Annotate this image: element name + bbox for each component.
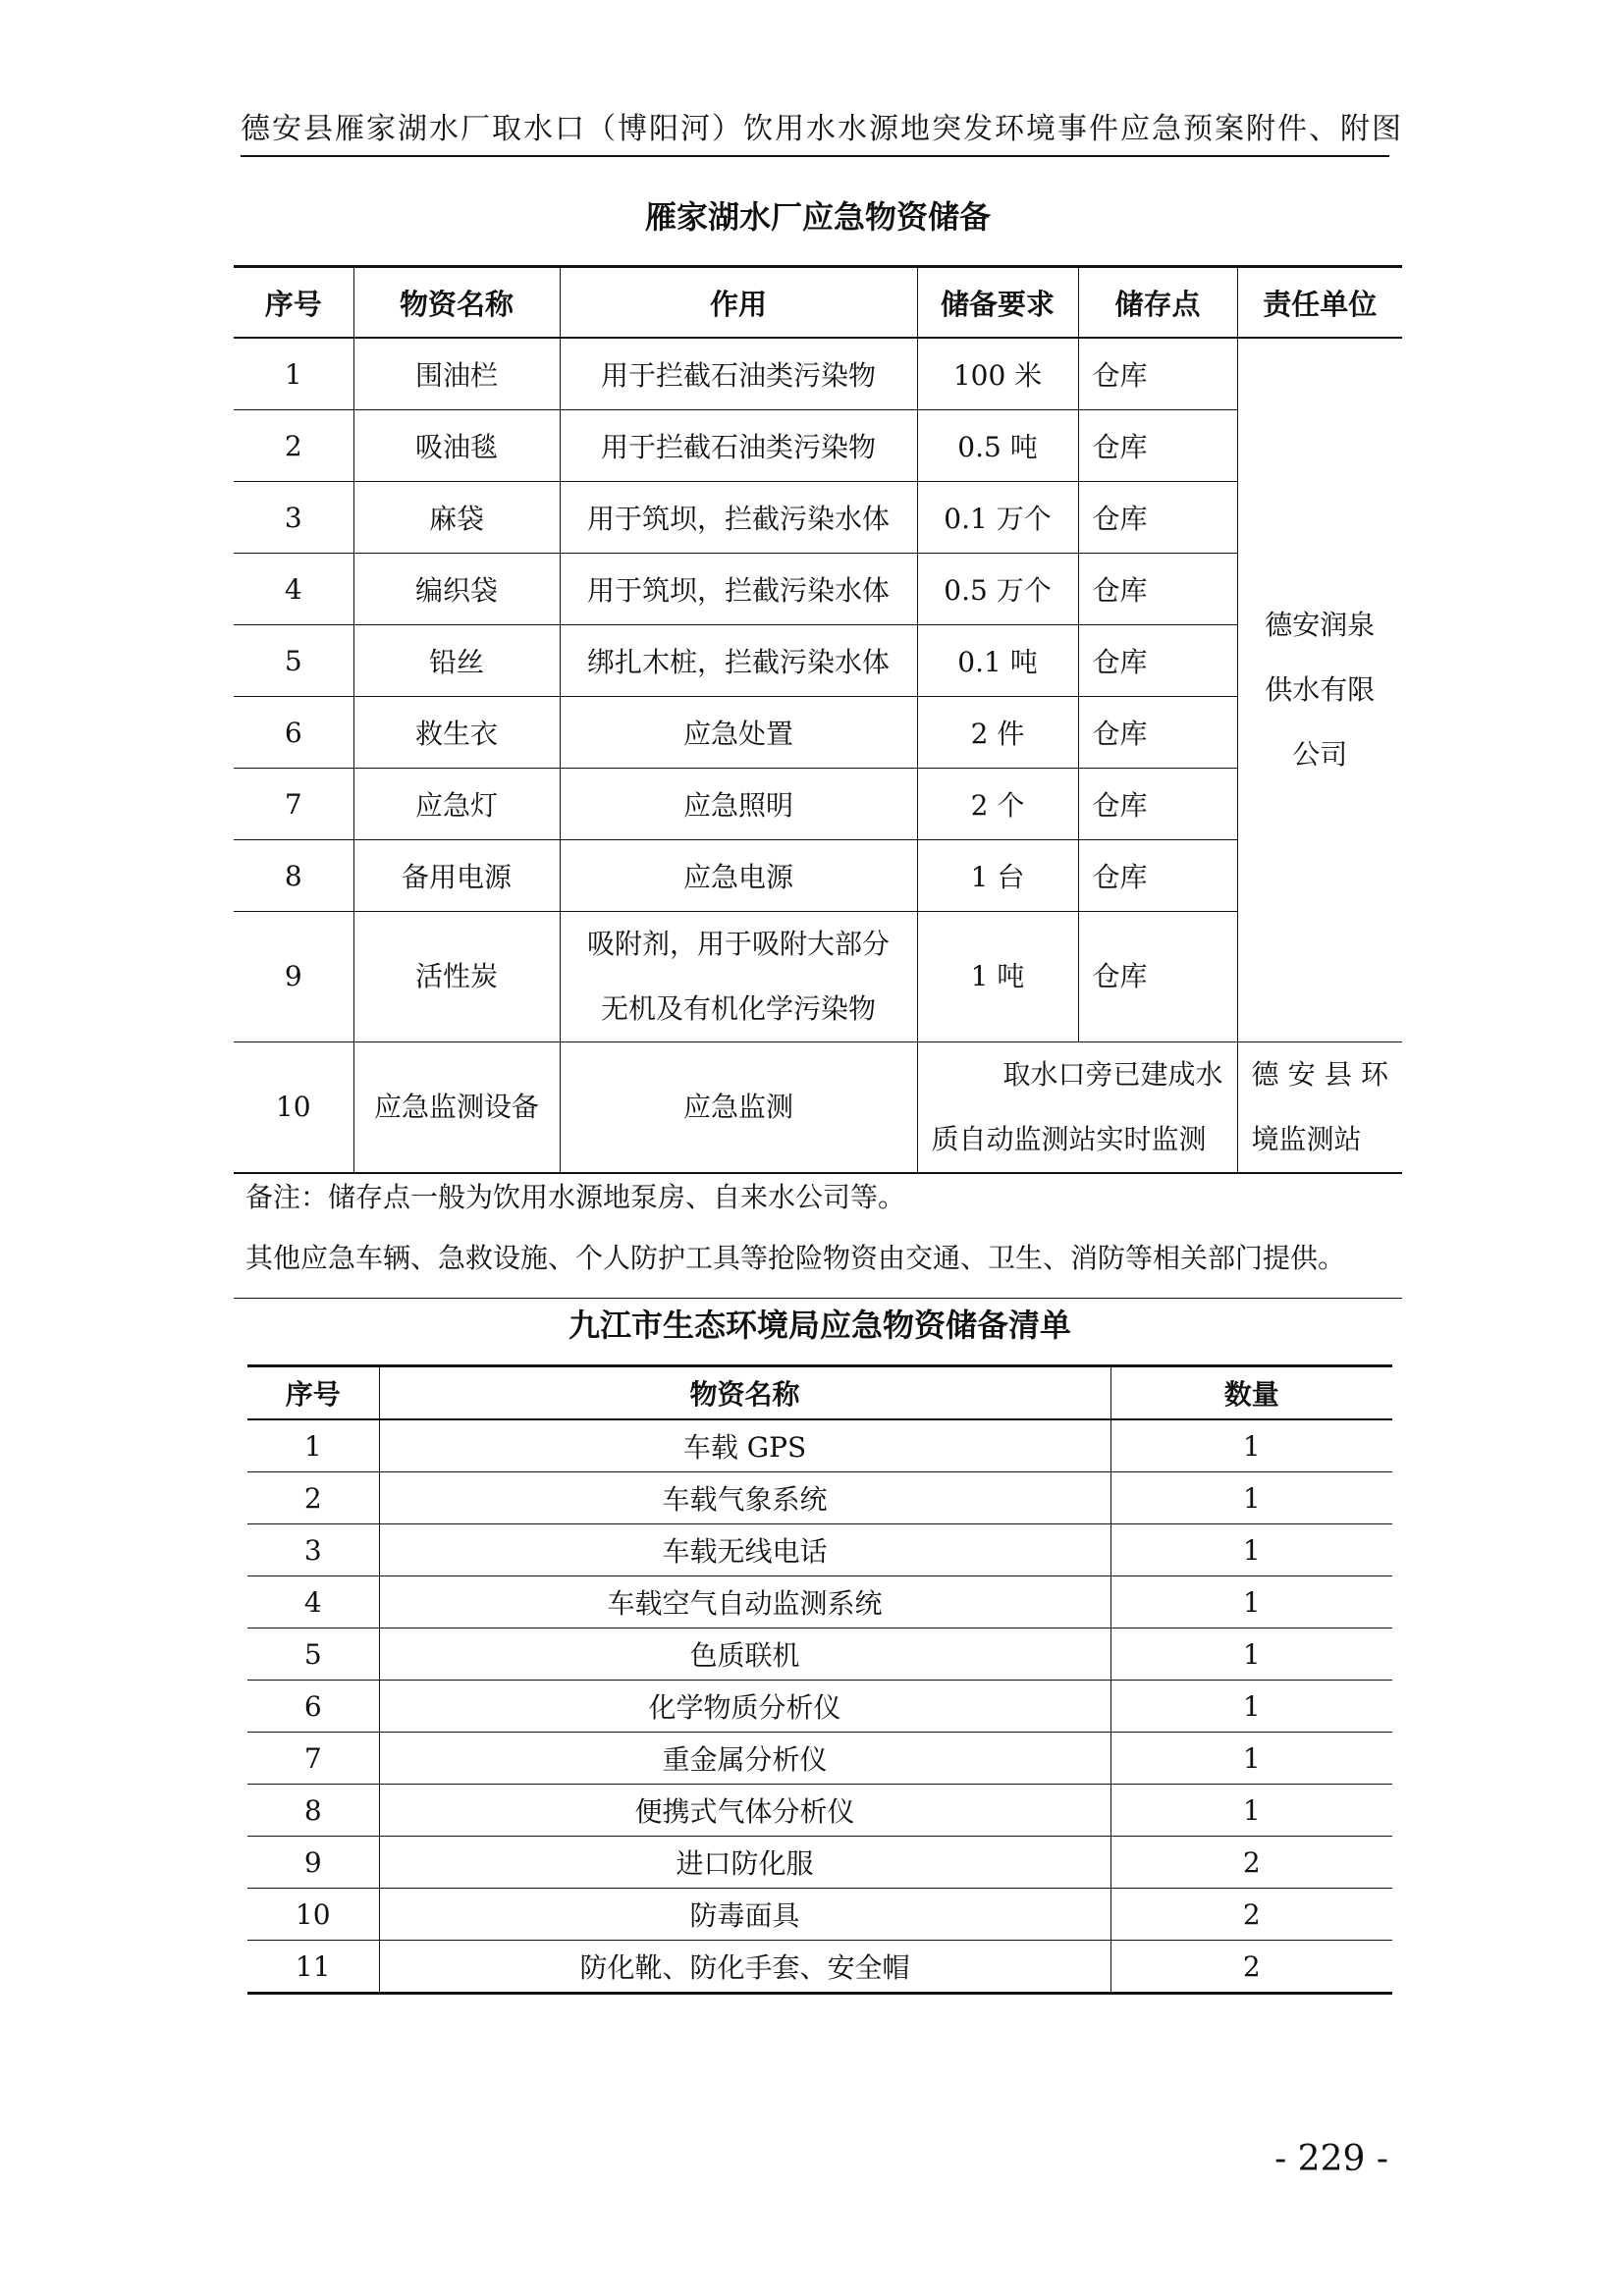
- cell-storage: 仓库: [1078, 625, 1237, 697]
- cell-no: 4: [234, 554, 353, 625]
- cell-quantity: 1: [1110, 1472, 1392, 1524]
- cell-no: 8: [247, 1785, 379, 1837]
- col-header-no: 序号: [234, 267, 353, 339]
- cell-use: 绑扎木桩，拦截污染水体: [560, 625, 917, 697]
- emergency-supplies-table: [234, 265, 1402, 1174]
- cell-requirement: 1 吨: [917, 912, 1078, 1042]
- cell-name: 救生衣: [353, 697, 560, 769]
- table1-title: 雁家湖水厂应急物资储备: [644, 198, 991, 236]
- cell-storage: 仓库: [1078, 840, 1237, 912]
- table-row: [234, 840, 1402, 912]
- cell-monitoring-note: [917, 1042, 1237, 1174]
- table-row: [247, 1576, 1392, 1629]
- cell-name: 编织袋: [353, 554, 560, 625]
- table-row: [247, 1889, 1392, 1941]
- cell-no: 5: [234, 625, 353, 697]
- note-storage: 备注：储存点一般为饮用水源地泵房、自来水公司等。: [245, 1181, 906, 1213]
- cell-name: 吸油毯: [353, 410, 560, 482]
- cell-quantity: 2: [1110, 1889, 1392, 1941]
- bureau-supplies-table: [247, 1364, 1392, 1995]
- cell-name: 防化靴、防化手套、安全帽: [379, 1941, 1110, 1994]
- cell-quantity: 1: [1110, 1419, 1392, 1472]
- cell-no: 6: [234, 697, 353, 769]
- table-row: [247, 1472, 1392, 1524]
- cell-no: 1: [234, 338, 353, 410]
- cell-name: 车载 GPS: [379, 1419, 1110, 1472]
- table-row: [247, 1941, 1392, 1994]
- cell-use: 用于拦截石油类污染物: [560, 410, 917, 482]
- cell-name: 色质联机: [379, 1629, 1110, 1681]
- cell-storage: 仓库: [1078, 482, 1237, 554]
- cell-quantity: 1: [1110, 1681, 1392, 1733]
- table-row: [247, 1733, 1392, 1785]
- cell-no: 10: [234, 1042, 353, 1174]
- responsible-line: 境监测站: [1251, 1123, 1362, 1155]
- cell-use: 用于筑坝，拦截污染水体: [560, 482, 917, 554]
- table-row: [234, 1042, 1402, 1174]
- cell-use: 应急处置: [560, 697, 917, 769]
- cell-name: 围油栏: [353, 338, 560, 410]
- table-row: [247, 1524, 1392, 1576]
- cell-name: 便携式气体分析仪: [379, 1785, 1110, 1837]
- cell-no: 2: [247, 1472, 379, 1524]
- table-row: [247, 1785, 1392, 1837]
- cell-responsible-unit: [1237, 338, 1402, 1042]
- note-other-supplies: 其他应急车辆、急救设施、个人防护工具等抢险物资由交通、卫生、消防等相关部门提供。: [245, 1242, 1346, 1274]
- cell-name: 车载无线电话: [379, 1524, 1110, 1576]
- cell-requirement: 1 台: [917, 840, 1078, 912]
- table-row: [247, 1629, 1392, 1681]
- cell-name: 车载空气自动监测系统: [379, 1576, 1110, 1629]
- table-row: [247, 1681, 1392, 1733]
- cell-name: 化学物质分析仪: [379, 1681, 1110, 1733]
- cell-name: 防毒面具: [379, 1889, 1110, 1941]
- cell-name: 铅丝: [353, 625, 560, 697]
- cell-quantity: 1: [1110, 1576, 1392, 1629]
- cell-requirement: 0.5 吨: [917, 410, 1078, 482]
- cell-no: 3: [234, 482, 353, 554]
- responsible-line: 德安润泉: [1265, 609, 1376, 641]
- cell-use: 应急电源: [560, 840, 917, 912]
- cell-use: 应急监测: [560, 1042, 917, 1174]
- cell-use: 应急照明: [560, 769, 917, 840]
- cell-no: 11: [247, 1941, 379, 1994]
- cell-name: 重金属分析仪: [379, 1733, 1110, 1785]
- cell-no: 10: [247, 1889, 379, 1941]
- cell-storage: 仓库: [1078, 912, 1237, 1042]
- monitoring-note-line: 取水口旁已建成水: [1002, 1058, 1223, 1091]
- responsible-line: 公司: [1292, 738, 1348, 771]
- cell-name: 备用电源: [353, 840, 560, 912]
- cell-requirement: 100 米: [917, 338, 1078, 410]
- col-header-responsible: 责任单位: [1237, 267, 1402, 339]
- table-row: [247, 1837, 1392, 1889]
- cell-no: 5: [247, 1629, 379, 1681]
- cell-storage: 仓库: [1078, 338, 1237, 410]
- cell-quantity: 1: [1110, 1785, 1392, 1837]
- table-row: [234, 769, 1402, 840]
- table-header-row: [247, 1366, 1392, 1420]
- cell-name: 应急监测设备: [353, 1042, 560, 1174]
- page-number: - 229 -: [1274, 2139, 1388, 2179]
- cell-no: 9: [234, 912, 353, 1042]
- responsible-line: 供水有限: [1265, 673, 1376, 706]
- table2-title: 九江市生态环境局应急物资储备清单: [568, 1307, 1071, 1344]
- col-header-no: 序号: [247, 1366, 379, 1420]
- cell-name: 进口防化服: [379, 1837, 1110, 1889]
- cell-responsible-unit: [1237, 1042, 1402, 1174]
- cell-storage: 仓库: [1078, 554, 1237, 625]
- cell-no: 9: [247, 1837, 379, 1889]
- cell-storage: 仓库: [1078, 410, 1237, 482]
- cell-requirement: 0.1 万个: [917, 482, 1078, 554]
- cell-requirement: 0.1 吨: [917, 625, 1078, 697]
- col-header-storage: 储存点: [1078, 267, 1237, 339]
- cell-no: 1: [247, 1419, 379, 1472]
- cell-name: 车载气象系统: [379, 1472, 1110, 1524]
- cell-no: 2: [234, 410, 353, 482]
- monitoring-note-line: 质自动监测站实时监测: [931, 1123, 1207, 1155]
- cell-quantity: 1: [1110, 1733, 1392, 1785]
- use-line: 吸附剂，用于吸附大部分: [586, 928, 890, 960]
- cell-quantity: 2: [1110, 1837, 1392, 1889]
- table-row: [234, 410, 1402, 482]
- cell-storage: 仓库: [1078, 697, 1237, 769]
- cell-use: [560, 912, 917, 1042]
- page-header: 德安县雁家湖水厂取水口（博阳河）饮用水水源地突发环境事件应急预案附件、附图: [241, 110, 1389, 157]
- use-line: 无机及有机化学污染物: [600, 992, 876, 1025]
- cell-name: 麻袋: [353, 482, 560, 554]
- cell-storage: 仓库: [1078, 769, 1237, 840]
- col-header-requirement: 储备要求: [917, 267, 1078, 339]
- cell-requirement: 0.5 万个: [917, 554, 1078, 625]
- col-header-name: 物资名称: [379, 1366, 1110, 1420]
- cell-name: 应急灯: [353, 769, 560, 840]
- cell-use: 用于拦截石油类污染物: [560, 338, 917, 410]
- responsible-line: 德安县环: [1251, 1058, 1388, 1091]
- cell-requirement: 2 个: [917, 769, 1078, 840]
- cell-use: 用于筑坝，拦截污染水体: [560, 554, 917, 625]
- cell-quantity: 1: [1110, 1524, 1392, 1576]
- cell-no: 4: [247, 1576, 379, 1629]
- cell-no: 8: [234, 840, 353, 912]
- cell-quantity: 2: [1110, 1941, 1392, 1994]
- table-row: [234, 482, 1402, 554]
- cell-requirement: 2 件: [917, 697, 1078, 769]
- table-row: [234, 697, 1402, 769]
- cell-no: 3: [247, 1524, 379, 1576]
- cell-no: 6: [247, 1681, 379, 1733]
- col-header-name: 物资名称: [353, 267, 560, 339]
- col-header-use: 作用: [560, 267, 917, 339]
- table-row: [234, 912, 1402, 1042]
- table-header-row: [234, 267, 1402, 339]
- cell-no: 7: [247, 1733, 379, 1785]
- table-row: [234, 554, 1402, 625]
- table-row: [234, 625, 1402, 697]
- cell-no: 7: [234, 769, 353, 840]
- table-row: [247, 1419, 1392, 1472]
- cell-name: 活性炭: [353, 912, 560, 1042]
- table-row: [234, 338, 1402, 410]
- cell-quantity: 1: [1110, 1629, 1392, 1681]
- col-header-quantity: 数量: [1110, 1366, 1392, 1420]
